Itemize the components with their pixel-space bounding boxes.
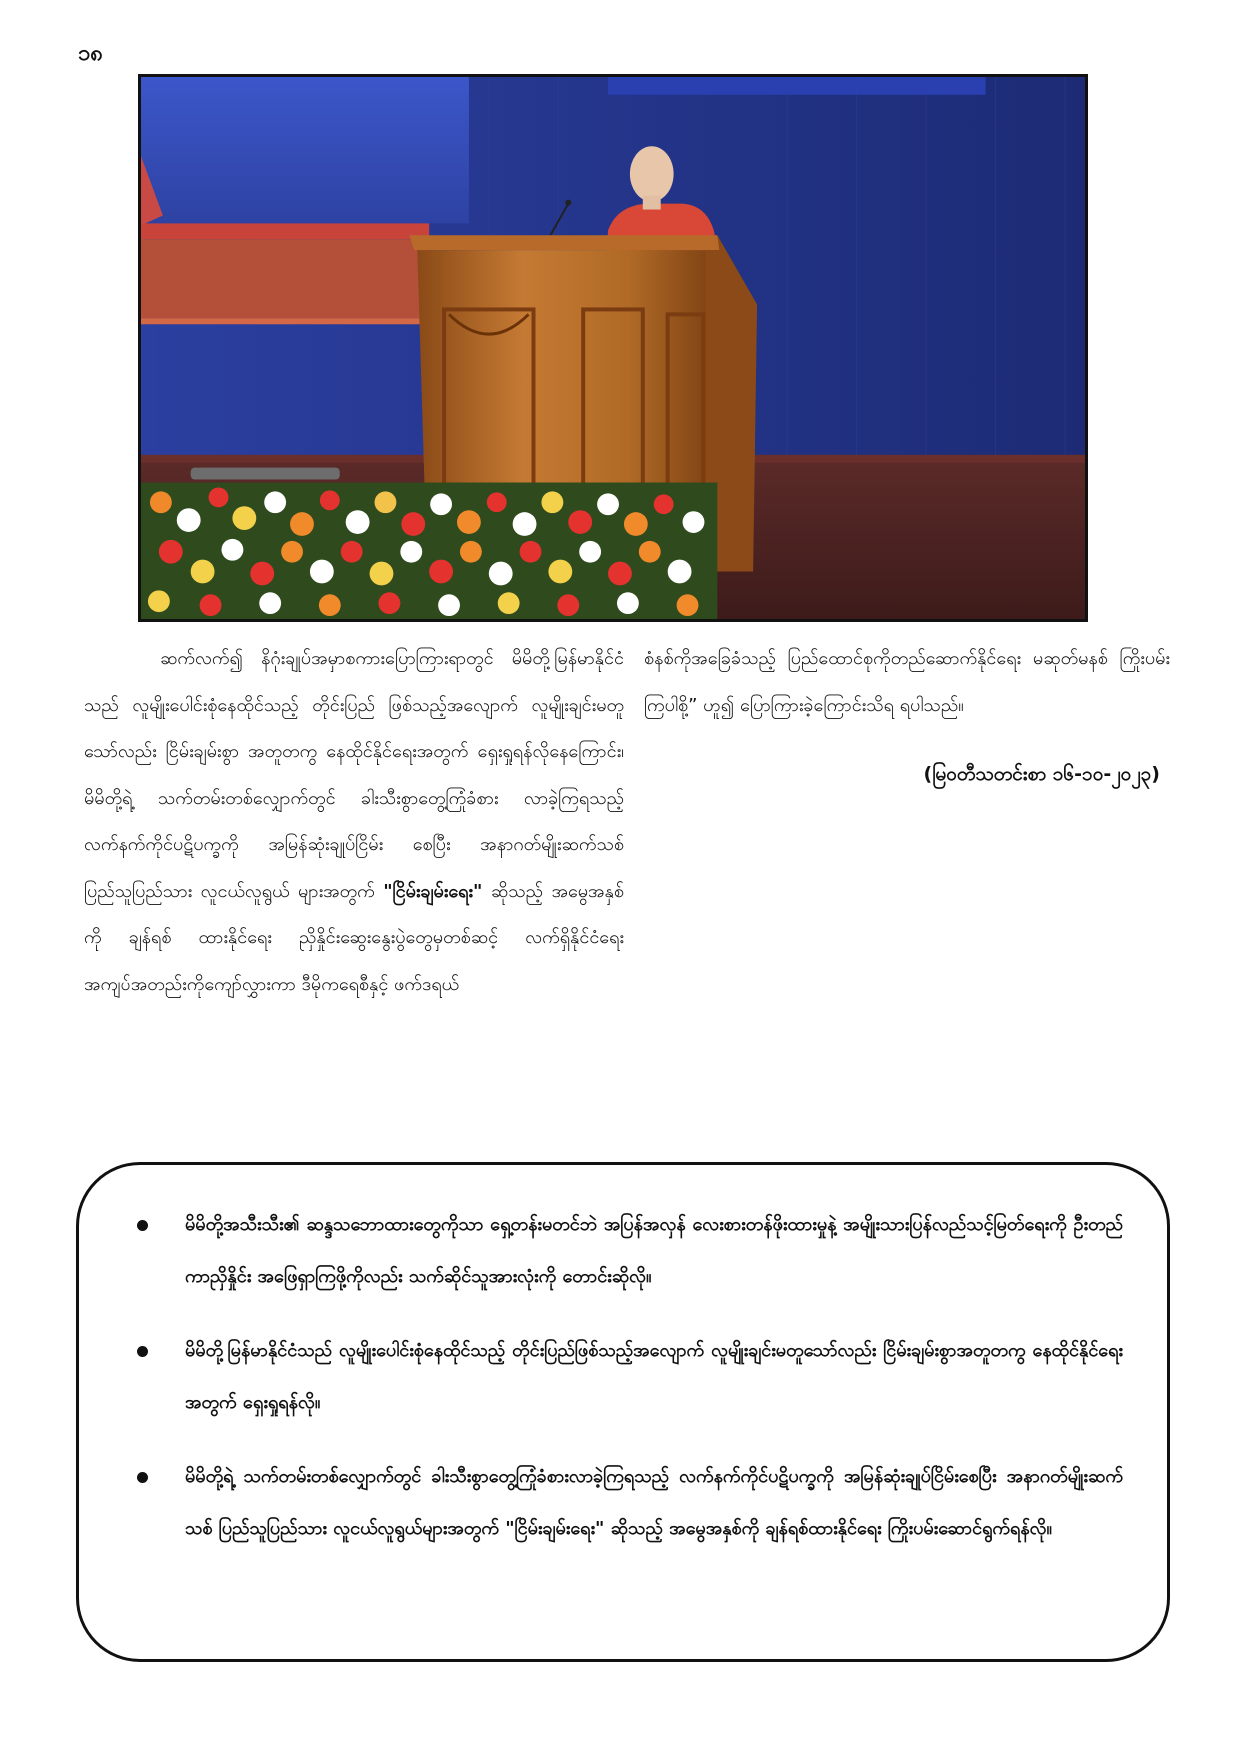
podium-top xyxy=(409,235,722,250)
article-text: ဆက်လက်၍ နိဂုံးချုပ်အမှာစကားပြောကြားရာတွင် မိမိတို့မြန်မာနိုင်ငံသည် လူမျိုးပေါင်းစုံနေထိုင်သည့် တိုင်းပြည် ဖြစ်သည့်အလျောက် လူမျိုးချင်းမတူသော်လည်း ငြိမ်းချမ်းစွာ အတူတကွ နေထိုင်နိုင်ရေးအတွက် ရှေးရှုရန်လိုနေကြောင်း၊ မိမိတို့ရဲ့ သက်တမ်းတစ်လျှောက်တွင် ခါးသီးစွာတွေ့ကြုံခံစား လာခဲ့ကြရသည့် လက်နက်ကိုင်ပဋိပက္ခကို အမြန်ဆုံးချုပ်ငြိမ်း စေပြီး အနာဂတ်မျိုးဆက်သစ် ပြည်သူပြည်သား လူငယ်လူရွယ် များအတွက် xyxy=(84,648,624,902)
summary-item xyxy=(131,1199,1123,1303)
top-banner xyxy=(608,77,986,95)
bullet-icon xyxy=(137,1346,148,1357)
speaker-at-podium-image xyxy=(141,77,1085,619)
article-column-right xyxy=(644,636,1170,798)
summary-box xyxy=(76,1162,1170,1662)
summary-list xyxy=(131,1199,1123,1555)
summary-text: မိမိတို့အသီးသီး၏ ဆန္ဒသဘောထားတွေကိုသာ ရှေ့တန်းမတင်ဘဲ အပြန်အလှန် လေးစားတန်ဖိုးထားမှုနဲ့ အမျိုးသားပြန်လည်သင့်မြတ်ရေးကို ဦးတည်ကာညှိနှိုင်း အဖြေရှာကြဖို့ကိုလည်း သက်ဆိုင်သူအားလုံးကို တောင်းဆိုလို။ xyxy=(185,1214,1123,1287)
page-number: ၁၈ xyxy=(78,41,103,66)
article-paragraph-left xyxy=(84,636,624,1008)
summary-text: မိမိတို့ရဲ့ သက်တမ်းတစ်လျှောက်တွင် ခါးသီးစွာတွေ့ကြုံခံစားလာခဲ့ကြရသည့် လက်နက်ကိုင်ပဋိပက္ခကို အမြန်ဆုံးချုပ်ငြိမ်းစေပြီး အနာဂတ်မျိုးဆက်သစ် ပြည်သူပြည်သား လူငယ်လူရွယ်များအတွက် "ငြိမ်းချမ်းရေး" ဆိုသည့် အမွေအနှစ်ကို ချန်ရစ်ထားနိုင်ရေး ကြိုးပမ်းဆောင်ရွက်ရန်လို။ xyxy=(185,1466,1123,1539)
source-citation: (မြဝတီသတင်းစာ ၁၆-၁၀-၂၀၂၃) xyxy=(923,763,1160,785)
summary-item xyxy=(131,1451,1123,1555)
stage-light xyxy=(191,468,340,480)
article-text-end: ဆိုသည့် အမွေအနှစ်ကို ချန်ရစ် ထားနိုင်ရေး ညှိနှိုင်းဆွေးနွေးပွဲတွေမှတစ်ဆင့် လက်ရှိနိုင်ငံရေး အကျပ်အတည်းကိုကျော်လွှားကာ ဒီမိုကရေစီနှင့် ဖက်ဒရယ် xyxy=(84,880,624,995)
article-paragraph-right: စံနစ်ကိုအခြေခံသည့် ပြည်ထောင်စုကိုတည်ဆောက်နိုင်ရေး မဆုတ်မနစ် ကြိုးပမ်းကြပါစို့” ဟူ၍ ပြောကြားခဲ့ကြောင်းသိရ ရပါသည်။ xyxy=(644,648,1170,716)
bullet-icon xyxy=(137,1472,148,1483)
summary-item xyxy=(131,1325,1123,1429)
summary-text: မိမိတို့မြန်မာနိုင်ငံသည် လူမျိုးပေါင်းစုံနေထိုင်သည့် တိုင်းပြည်ဖြစ်သည့်အလျောက် လူမျိုးချင်းမတူသော်လည်း ငြိမ်းချမ်းစွာအတူတကွ နေထိုင်နိုင်ရေးအတွက် ရှေးရှုရန်လို။ xyxy=(185,1340,1123,1413)
bold-phrase: "ငြိမ်းချမ်းရေး" xyxy=(383,880,483,902)
flag-band xyxy=(141,223,429,239)
bullet-icon xyxy=(137,1220,148,1231)
speaker-head xyxy=(630,146,674,201)
stage-backdrop-left xyxy=(141,239,429,318)
article-column-left xyxy=(84,636,624,1008)
speaker-photo xyxy=(138,74,1088,622)
